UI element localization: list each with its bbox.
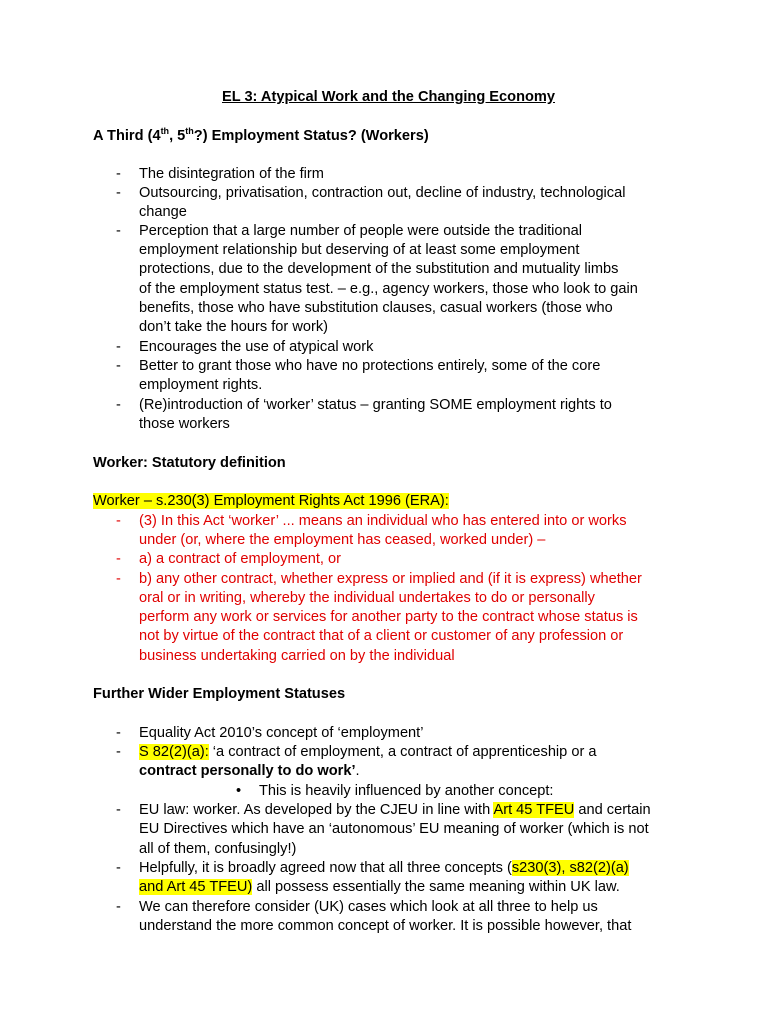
heading-third-status: A Third (4th, 5th?) Employment Status? (Workers)	[93, 126, 429, 144]
list-item-continuation: employment rights.	[139, 377, 263, 393]
list-dash: -	[116, 339, 121, 355]
list-dash: -	[116, 802, 121, 818]
list-dash: -	[116, 358, 121, 374]
list-item-continuation: oral or in writing, whereby the individual undertakes to do or personally	[139, 590, 595, 606]
list-item-continuation: protections, due to the development of the substitution and mutuality limbs	[139, 261, 619, 277]
list-item-continuation: those workers	[139, 416, 230, 432]
list-item-continuation: don’t take the hours for work)	[139, 319, 328, 335]
list-item: Better to grant those who have no protections entirely, some of the core	[139, 358, 601, 374]
heading-wider-statuses: Further Wider Employment Statuses	[93, 686, 346, 702]
list-dash: -	[116, 185, 121, 201]
list-dash: -	[116, 223, 121, 239]
list-dash: -	[116, 860, 121, 876]
list-item-continuation: perform any work or services for another party to the contract whose status is	[139, 609, 638, 625]
list-item: (Re)introduction of ‘worker’ status – granting SOME employment rights to	[139, 397, 612, 413]
list-item-continuation: not by virtue of the contract that of a client or customer of any profession or	[139, 628, 624, 644]
list-item-continuation: contract personally to do work’.	[139, 763, 360, 779]
list-item: S 82(2)(a): ‘a contract of employment, a contract of apprenticeship or a	[139, 744, 597, 760]
highlighted-text: Worker – s.230(3) Employment Rights Act 1996 (ERA):	[93, 493, 449, 509]
list-item-continuation: under (or, where the employment has ceased, worked under) –	[139, 532, 546, 548]
list-dash: -	[116, 725, 121, 741]
list-item: (3) In this Act ‘worker’ ... means an individual who has entered into or works	[139, 513, 627, 529]
list-item: Encourages the use of atypical work	[139, 339, 374, 355]
highlighted-text: Art 45 TFEU	[493, 802, 575, 818]
list-item-continuation: change	[139, 204, 187, 220]
highlighted-text: S 82(2)(a):	[139, 744, 209, 760]
sub-list-item: This is heavily influenced by another concept:	[259, 783, 554, 799]
list-item-continuation: and Art 45 TFEU) all possess essentially the same meaning within UK law.	[139, 879, 620, 895]
list-dash: -	[116, 551, 121, 567]
list-item-continuation: benefits, those who have substitution clauses, casual workers (those who	[139, 300, 613, 316]
heading-statutory-definition: Worker: Statutory definition	[93, 455, 286, 471]
list-item: Helpfully, it is broadly agreed now that all three concepts (s230(3), s82(2)(a)	[139, 860, 629, 876]
list-item-continuation: EU Directives which have an ‘autonomous’ EU meaning of worker (which is not	[139, 821, 649, 837]
bullet-icon: •	[236, 783, 242, 799]
list-dash: -	[116, 397, 121, 413]
list-item: We can therefore consider (UK) cases which look at all three to help us	[139, 899, 598, 915]
list-item-continuation: of the employment status test. – e.g., agency workers, those who look to gain	[139, 281, 638, 297]
list-item: a) a contract of employment, or	[139, 551, 341, 567]
list-dash: -	[116, 899, 121, 915]
list-dash: -	[116, 513, 121, 529]
list-dash: -	[116, 744, 121, 760]
list-item: b) any other contract, whether express or implied and (if it is express) whether	[139, 571, 642, 587]
highlighted-text: s230(3), s82(2)(a)	[511, 860, 629, 876]
highlighted-text: and Art 45 TFEU)	[139, 879, 253, 895]
list-dash: -	[116, 166, 121, 182]
list-item-continuation: understand the more common concept of worker. It is possible however, that	[139, 918, 632, 934]
document-title: EL 3: Atypical Work and the Changing Economy	[222, 89, 555, 105]
list-item: Outsourcing, privatisation, contraction out, decline of industry, technological	[139, 185, 626, 201]
list-item: Equality Act 2010’s concept of ‘employment’	[139, 725, 424, 741]
list-item-continuation: employment relationship but deserving of at least some employment	[139, 242, 580, 258]
list-item: EU law: worker. As developed by the CJEU in line with Art 45 TFEU and certain	[139, 802, 651, 818]
list-item: Perception that a large number of people were outside the traditional	[139, 223, 582, 239]
statutory-reference	[93, 492, 449, 511]
list-item-continuation: all of them, confusingly!)	[139, 841, 297, 857]
list-item-continuation: business undertaking carried on by the individual	[139, 648, 455, 664]
list-item: The disintegration of the firm	[139, 166, 324, 182]
list-dash: -	[116, 571, 121, 587]
